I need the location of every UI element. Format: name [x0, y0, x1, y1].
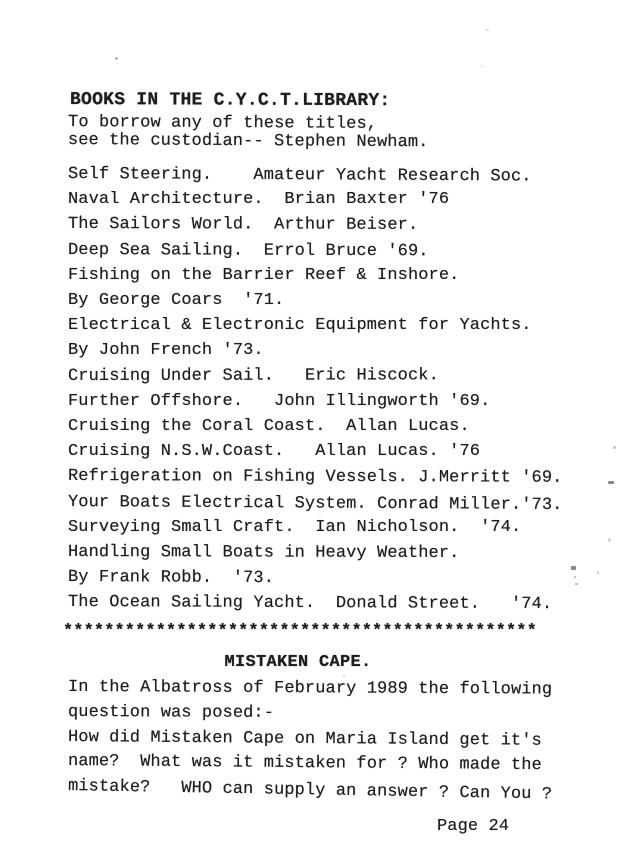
book-list-line: By George Coars '71. — [68, 291, 285, 311]
article-heading: MISTAKEN CAPE. — [224, 653, 372, 672]
scan-speck — [613, 446, 616, 449]
book-list-line: Deep Sea Sailing. Errol Bruce '69. — [67, 240, 429, 261]
book-list-line: Self Steering. Amateur Yacht Research Soc. — [67, 165, 532, 187]
scan-speck — [571, 566, 576, 570]
intro-line: see the custodian-- Stephen Newham. — [67, 131, 429, 153]
book-list-line: By Frank Robb. '73. — [67, 568, 275, 589]
scan-speck — [115, 57, 118, 60]
book-list-line: Surveying Small Craft. Ian Nicholson. '74. — [68, 517, 522, 537]
book-list — [68, 162, 562, 616]
article-paragraph — [67, 676, 553, 805]
book-list-line: Refrigeration on Fishing Vessels. J.Merritt '69. — [67, 467, 563, 489]
article-line: question was posed:- — [67, 702, 275, 723]
book-list-line: Cruising Under Sail. Eric Hiscock. — [67, 365, 439, 386]
scan-speck — [481, 65, 483, 67]
scan-speck — [574, 576, 576, 578]
scan-speck — [608, 481, 614, 484]
page-number: Page 24 — [437, 817, 510, 836]
book-list-line: Cruising N.S.W.Coast. Allan Lucas. '76 — [68, 442, 481, 462]
asterisk-separator: ********************************************** — [63, 622, 537, 641]
scan-speck — [575, 583, 578, 585]
book-list-line: Fishing on the Barrier Reef & Inshore. — [68, 265, 460, 285]
book-list-line: The Ocean Sailing Yacht. Donald Street. '74. — [67, 593, 553, 615]
article-line: In the Albatross of February 1989 the following — [67, 678, 553, 700]
book-list-line: Further Offshore. John Illingworth '69. — [68, 391, 491, 411]
scan-speck — [486, 29, 489, 31]
library-intro — [68, 114, 429, 153]
book-list-line: Cruising the Coral Coast. Allan Lucas. — [68, 417, 470, 437]
book-list-line: Electrical & Electronic Equipment for Yachts. — [68, 316, 532, 336]
article-line: How did Mistaken Cape on Maria Island get it's — [67, 727, 542, 751]
article-line: mistake? WHO can supply an answer ? Can You ? — [67, 777, 553, 805]
library-section-heading: BOOKS IN THE C.Y.C.T.LIBRARY: — [69, 90, 391, 112]
book-list-line: The Sailors World. Arthur Beiser. — [67, 215, 419, 236]
scan-speck — [608, 538, 611, 542]
article-line: name? What was it mistaken for ? Who made the — [67, 752, 542, 776]
book-list-line: Naval Architecture. Brian Baxter '76 — [68, 190, 450, 210]
book-list-line: By John French '73. — [68, 341, 264, 361]
intro-line: To borrow any of these titles, — [68, 113, 378, 134]
scan-speck — [597, 571, 599, 574]
book-list-line: Your Boats Electrical System. Conrad Miller.'73. — [67, 492, 563, 515]
scan-speck — [343, 675, 345, 677]
book-list-line: Handling Small Boats in Heavy Weather. — [67, 543, 460, 564]
